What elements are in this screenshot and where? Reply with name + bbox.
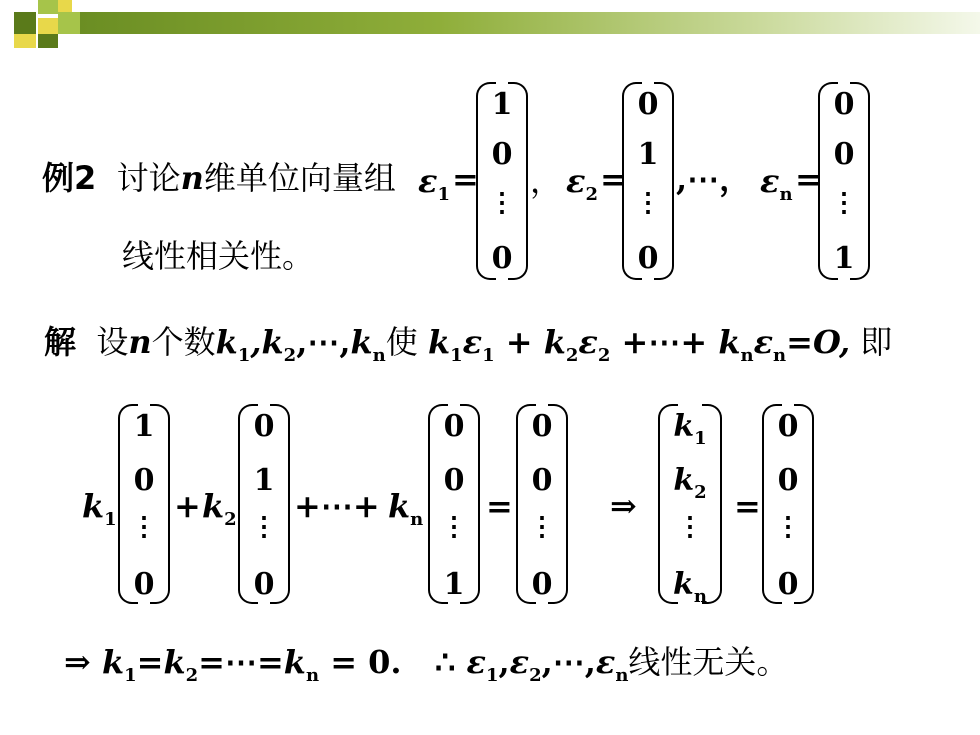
eps-letter: ε: [509, 643, 530, 681]
k-sub: n: [410, 509, 424, 530]
header-gradient-bar: [80, 12, 980, 34]
vector-m1: [118, 404, 170, 604]
k-sub: 1: [237, 345, 251, 366]
k-sub: 2: [565, 345, 579, 366]
matrix-cell: 1: [637, 137, 659, 172]
eps-sub: n: [779, 184, 793, 205]
example-n: n: [180, 159, 204, 197]
implies-arrow: ⇒: [610, 487, 637, 525]
matrix-cell: ⋮: [831, 188, 857, 218]
k-letter: k: [82, 487, 105, 525]
eps1-symbol: [418, 162, 450, 205]
k-sub: 1: [450, 345, 463, 366]
epsn-symbol: [760, 162, 793, 205]
eq-zero: = 0.: [330, 643, 402, 681]
matrix-cell: ⋮: [529, 512, 555, 542]
eps-letter: ε: [466, 643, 486, 681]
matrix-cell: 0: [777, 567, 799, 602]
cdots: ,⋯,: [296, 323, 351, 361]
matrix-cell: ⋮: [131, 512, 157, 542]
eq-sign: =: [136, 643, 164, 681]
example-label: 例2: [42, 159, 97, 197]
matrix-cell: 0: [637, 241, 659, 276]
example-line: [42, 159, 396, 197]
solution-line: 解 设n个数$k_1,k_2,\cdots,k_n$使 $k_1\varepsilon_1 + k_2\varepsilon_2$ +⋯+ $k_n\varepsilon_n=O$, 即: [44, 323, 893, 366]
k-sub: n: [305, 665, 320, 686]
comma: ,: [250, 323, 262, 361]
implies-arrow: ⇒: [64, 643, 91, 681]
comma: ,: [498, 643, 510, 681]
matrix-cell: 0: [833, 87, 855, 122]
k-letter: k: [283, 643, 306, 681]
matrix-cell: ⋮: [635, 188, 661, 218]
plus-dots: +⋯+: [294, 487, 380, 525]
eq-sign: =: [600, 160, 627, 198]
matrix-cell: 0: [491, 137, 513, 172]
matrix-cell: ⋮: [775, 512, 801, 542]
therefore-symbol: ∴: [434, 643, 456, 681]
k-sub: 1: [104, 509, 117, 530]
matrix-cell: 1: [833, 241, 855, 276]
vector-k: [658, 404, 722, 607]
matrix-cell: 1: [253, 463, 275, 498]
coef-k2: [202, 487, 237, 530]
logo-square: [38, 18, 58, 34]
solution-label: 解: [44, 323, 77, 361]
k-letter: k: [101, 643, 125, 681]
eq-sign: =: [734, 487, 761, 525]
matrix-cell-kn: [658, 567, 722, 607]
comma: ，: [530, 162, 563, 200]
k-letter: k: [163, 643, 186, 681]
eq-sign: =: [452, 160, 479, 198]
eps-sub: 1: [485, 665, 499, 686]
solution-n: n: [128, 323, 152, 361]
matrix-cell: 0: [443, 409, 465, 444]
k-sub: 2: [224, 509, 237, 530]
k-letter: k: [718, 323, 741, 361]
eps-sub: n: [615, 665, 629, 686]
vector-m4: [516, 404, 568, 604]
conclusion-result: 线性无关。: [628, 643, 789, 681]
k-sub: n: [740, 345, 754, 366]
eps-sub: 2: [529, 665, 542, 686]
vector-m2: [238, 404, 290, 604]
eps-sub: 1: [482, 345, 495, 366]
matrix-cell: ⋮: [441, 512, 467, 542]
matrix-e2: [622, 82, 674, 280]
matrix-en: [818, 82, 870, 280]
matrix-e1: [476, 82, 528, 280]
eps-sub: 2: [585, 184, 598, 205]
solution-set: 设: [96, 323, 129, 361]
k-sub: 2: [283, 345, 297, 366]
matrix-cell: 0: [531, 463, 553, 498]
logo-square: [38, 0, 58, 14]
eps-sub: 1: [437, 184, 450, 205]
vector-m6: [762, 404, 814, 604]
k-letter: k: [215, 323, 238, 361]
eq-zero: =O,: [786, 323, 851, 361]
logo-square: [38, 34, 58, 48]
cdots: ,⋯,: [541, 643, 596, 681]
dots-comma: ,⋯，: [676, 160, 752, 198]
matrix-cell: 0: [133, 567, 155, 602]
k-letter: k: [427, 323, 451, 361]
example-desc: 维单位向量组: [203, 159, 396, 197]
plus: +: [505, 323, 533, 361]
k-letter: k: [543, 323, 566, 361]
k-sub: n: [693, 586, 707, 607]
matrix-cell: 0: [443, 463, 465, 498]
matrix-cell: 0: [777, 409, 799, 444]
k-letter: k: [350, 323, 373, 361]
k-sub: n: [372, 345, 386, 366]
matrix-cell: 0: [531, 409, 553, 444]
logo-square: [58, 12, 80, 34]
matrix-cell: 0: [833, 137, 855, 172]
k-letter: k: [202, 487, 225, 525]
eps-letter: ε: [566, 162, 586, 200]
k-sub: 1: [694, 428, 707, 449]
logo-square: [58, 0, 72, 12]
matrix-cell-k2: [658, 463, 722, 503]
matrix-cell: 0: [253, 409, 275, 444]
example-line2: 线性相关性。: [122, 237, 315, 275]
matrix-cell: ⋮: [251, 512, 277, 542]
example-intro: 讨论: [116, 159, 181, 197]
k-letter: k: [388, 487, 411, 525]
eps2-symbol: [566, 162, 598, 205]
matrix-cell: ⋮: [489, 188, 515, 218]
matrix-cell: 0: [531, 567, 553, 602]
logo-square: [14, 12, 36, 34]
solution-use: 使: [385, 323, 418, 361]
coef-kn: [388, 487, 424, 530]
eps-letter: ε: [418, 162, 438, 200]
matrix-cell: 1: [443, 567, 465, 602]
matrix-cell-k1: [658, 409, 722, 449]
k-sub: 2: [694, 482, 707, 503]
k-letter: k: [673, 463, 695, 498]
k-letter: k: [261, 323, 284, 361]
logo-square: [14, 34, 36, 48]
solution-numbers: 个数: [151, 323, 216, 361]
solution-ie: 即: [860, 323, 893, 361]
matrix-cell: 1: [491, 87, 513, 122]
k-sub: 1: [124, 665, 137, 686]
k-letter: k: [673, 567, 694, 602]
eq-sign: =: [795, 160, 822, 198]
matrix-cell: 0: [133, 463, 155, 498]
eps-sub: 2: [597, 345, 611, 366]
vector-m3: [428, 404, 480, 604]
matrix-cell: 0: [253, 567, 275, 602]
eps-letter: ε: [595, 643, 616, 681]
eq-sign: =: [486, 487, 513, 525]
matrix-cell: 1: [133, 409, 155, 444]
matrix-cell: ⋮: [677, 512, 703, 542]
eps-letter: ε: [760, 162, 780, 200]
k-letter: k: [673, 409, 695, 444]
plusdots: +⋯+: [621, 323, 708, 361]
k-sub: 2: [185, 665, 199, 686]
matrix-cell: 0: [491, 241, 513, 276]
matrix-cell: 0: [637, 87, 659, 122]
conclusion-line: [64, 643, 789, 686]
matrix-cell: 0: [777, 463, 799, 498]
coef-k1: [82, 487, 117, 530]
plus: +: [174, 487, 201, 525]
eq-dots: =⋯=: [198, 643, 284, 681]
eps-sub: n: [773, 345, 787, 366]
